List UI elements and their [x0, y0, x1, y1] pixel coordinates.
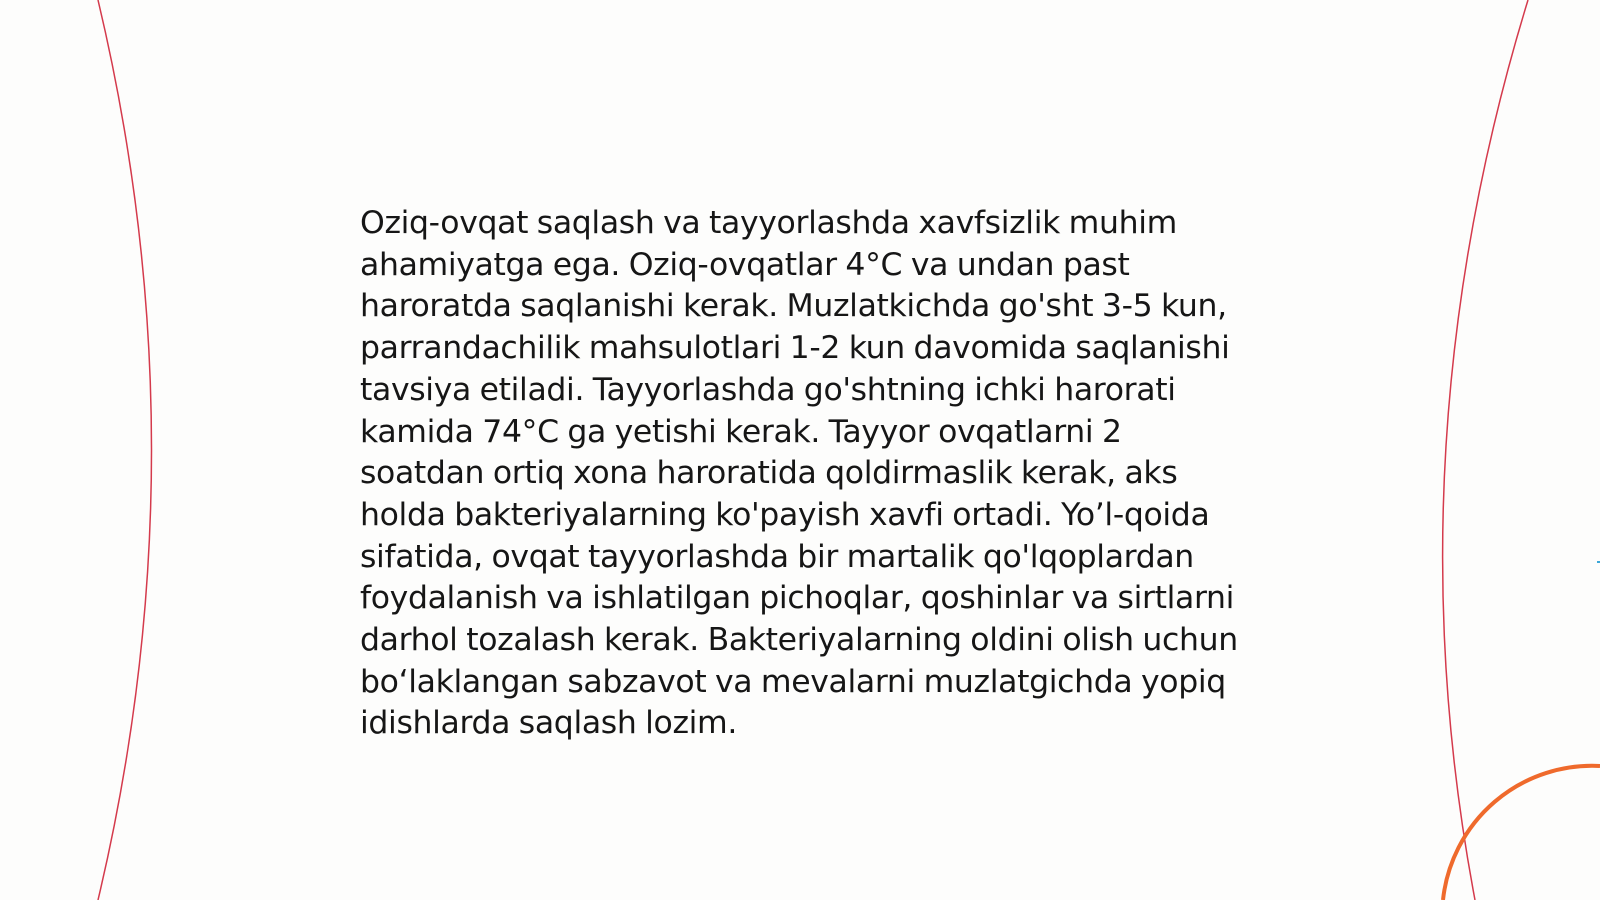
left-curve-line: [98, 0, 152, 900]
body-paragraph: Oziq-ovqat saqlash va tayyorlashda xavfsizlik muhim ahamiyatga ega. Oziq-ovqatlar 4°C va undan past haroratda saqlanishi kerak. Muzlatkichda go'sht 3-5 kun, parrandachilik mahsulotlari 1-2 kun davomida saqlanishi tavsiya etiladi. Tayyorlashda go'shtning ichki harorati kamida 74°C ga yetishi kerak. Tayyor ovqatlarni 2 soatdan ortiq xona haroratida qoldirmaslik kerak, aks holda bakteriyalarning ko'payish xavfi ortadi. Yo’l-qoida sifatida, ovqat tayyorlashda bir martalik qo'lqoplardan foydalanish va ishlatilgan pichoqlar, qoshinlar va sirtlarni darhol tozalash kerak. Bakteriyalarning oldini olish uchun bo‘laklangan sabzavot va mevalarni muzlatgichda yopiq idishlarda saqlash lozim.: [360, 205, 1238, 742]
orange-arc: [1443, 766, 1600, 900]
right-curve-line: [1443, 0, 1528, 900]
